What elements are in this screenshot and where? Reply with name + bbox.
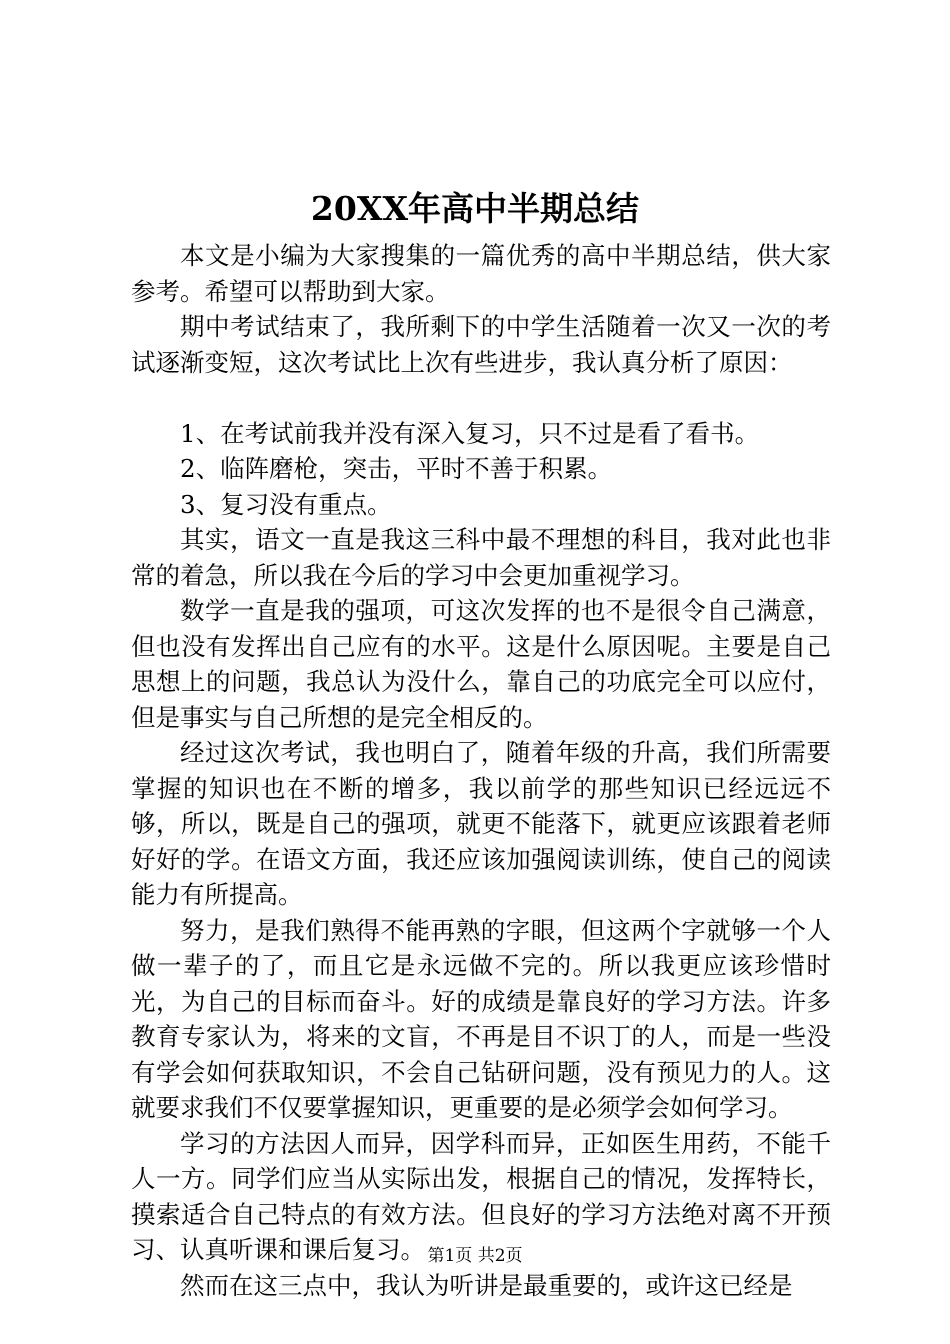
paragraph-method: 学习的方法因人而异，因学科而异，正如医生用药，不能千人一方。同学们应当从实际出发，根据自己的情况，发挥特长，摸索适合自己特点的有效方法。但良好的学习方法绝对离不开预习、认真听课和课后复习。	[131, 1128, 831, 1264]
paragraph-math: 数学一直是我的强项，可这次发挥的也不是很令自己满意，但也没有发挥出自己应有的水平。这是什么原因呢。主要是自己思想上的问题，我总认为没什么，靠自己的功底完全可以应付，但是事实与自己所想的是完全相反的。	[131, 596, 831, 732]
paragraph-chinese: 其实，语文一直是我这三科中最不理想的科目，我对此也非常的着急，所以我在今后的学习中会更加重视学习。	[131, 525, 831, 590]
page-number-footer: 第1页 共2页	[427, 1246, 523, 1266]
paragraph-lesson: 经过这次考试，我也明白了，随着年级的升高，我们所需要掌握的知识也在不断的增多，我以前学的那些知识已经远远不够，所以，既是自己的强项，就更不能落下，就更应该跟着老师好好的学。在语文方面，我还应该加强阅读训练，使自己的阅读能力有所提高。	[131, 738, 831, 909]
paragraph-listening: 然而在这三点中，我认为听讲是最重要的，或许这已经是	[180, 1270, 793, 1300]
paragraph-reason-3: 3、复习没有重点。	[180, 489, 392, 519]
paragraph-exam-result: 期中考试结束了，我所剩下的中学生活随着一次又一次的考试逐渐变短，这次考试比上次有些进步，我认真分析了原因：	[131, 312, 831, 377]
paragraph-intro: 本文是小编为大家搜集的一篇优秀的高中半期总结，供大家参考。希望可以帮助到大家。	[131, 241, 831, 306]
paragraph-effort: 努力，是我们熟得不能再熟的字眼，但这两个字就够一个人做一辈子的了，而且它是永远做不完的。所以我更应该珍惜时光，为自己的目标而奋斗。好的成绩是靠良好的学习方法。许多教育专家认为，将来的文盲，不再是目不识丁的人，而是一些没有学会如何获取知识，不会自己钻研问题，没有预见力的人。这就要求我们不仅要掌握知识，更重要的是必须学会如何学习。	[131, 915, 831, 1122]
document-title: 20XX年高中半期总结	[310, 189, 640, 228]
document-body	[131, 238, 831, 1303]
paragraph-reason-2: 2、临阵磨枪，突击，平时不善于积累。	[180, 454, 613, 483]
paragraph-reason-1: 1、在考试前我并没有深入复习，只不过是看了看书。	[180, 418, 760, 448]
